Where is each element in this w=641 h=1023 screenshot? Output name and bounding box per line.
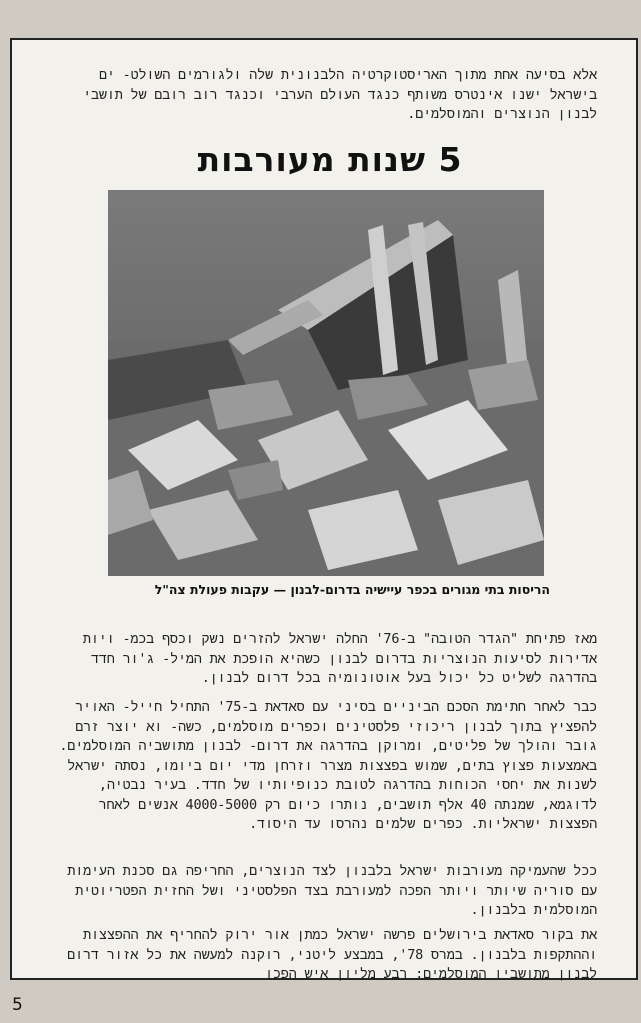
intro-paragraph: אלא בסיעה אחת מתוך האריסטוקרטיה הלבנונית שלה ולגורמים השולט- ים בישראל ישנו אינטרס משותף כנגד העולם הערבי וכנגד רוב רובם של תושבי לבנון הנוצרים והמוסלמים. xyxy=(83,67,597,122)
body-paragraph-4: את בקור סאדאת בירושלים פרשה ישראל כמתן אור ירוק להחריף את ההפצצות וההתקפות בלבנון. במרס 78', במבצע ליטני, רוקנה למעשה את כל אזור דרום לבנון מתושביו המוסלמים; רבע מליון איש הפכו xyxy=(67,927,597,982)
rubble-illustration xyxy=(108,190,544,576)
article-title: 5 שנות מעורבות xyxy=(197,140,463,179)
body-paragraph-1: מאז פתיחת "הגדר הטובה" ב-76' החלה ישראל להזרים נשק וכסף בכמ- ויות אדירות לסיעות הנוצריות בדרום לבנון כשהיא הופכת את המיל- ג'ור חדד בהדרגה לשליט כל יכול בעל אוטונומיה בכל דרום לבנון. xyxy=(82,631,597,686)
page-number: 5 xyxy=(12,995,23,1015)
photo-caption: הריסות בתי מגורים בכפר עיישיה בדרום-לבנון — עקבות פעולת צה"ל xyxy=(154,582,550,597)
body-paragraph-3: ככל שהעמיקה מעורבות ישראל בלבנון לצד הנוצרים, החריפה גם סכנת העימות עם סוריה שיותר ויותר הפכה למעורבת בצד הפלסטיני ושל החזית הפטריוטית המוסלמית בלבנון. xyxy=(67,863,597,918)
rubble-photo xyxy=(108,190,544,576)
body-paragraph-2: כבר לאחר חתימת הסכם הביניים בסיני עם סאדאת ב-75' התחיל חייל- האויר להפציץ בתוך לבנון ריכוזי פלסטינים וכפרים מוסלמים, כשה- וא יוצר זרם גובר והולך של פליטים, ומרוקן בהדרגה את דרום- לבנון מתושביה המוסלמים. באמצעות פצוץ בתים, שמוש בפצצות מצרר וזרחן מדי יום ביומו, נסתה ישראל לשנות את יחסי הכוחות בהדרגה לטובת כנופיותיו של חדד. בעיר נבטיה, לדוגמא, שמנתה 40 אלף תושבים, נותרו כיום רק 4000-5000 אנשים לאחר הפצצות ישראליות. כפרים שלמים נהרסו עד היסוד. xyxy=(59,699,597,832)
